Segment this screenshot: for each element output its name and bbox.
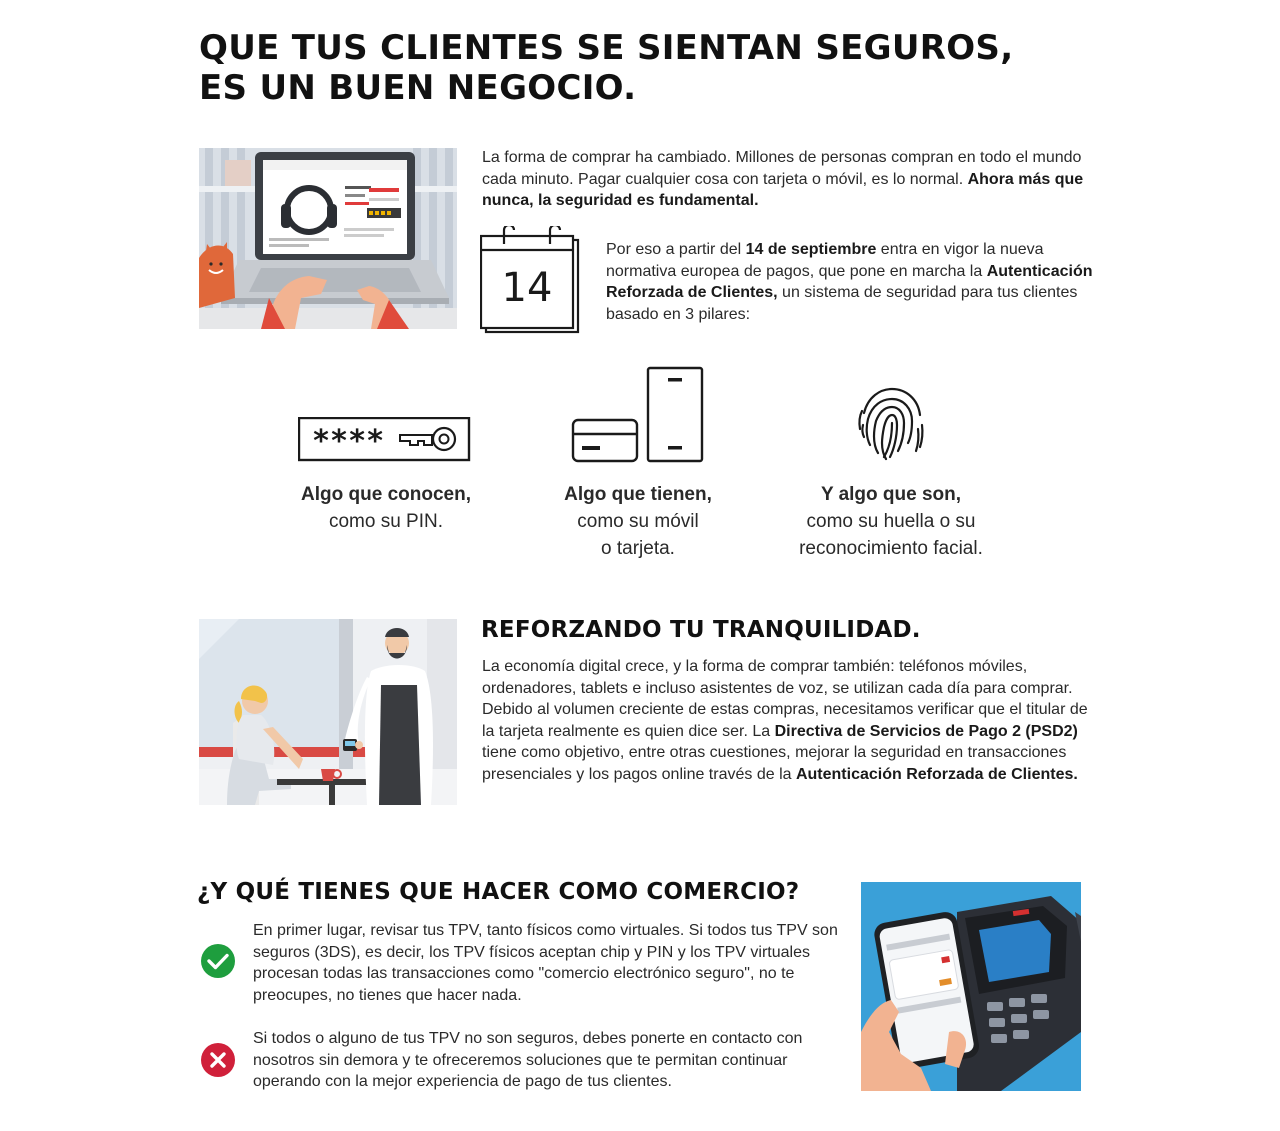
intro-text: La forma de comprar ha cambiado. Millones de personas compran en todo el mundo cada minuto. Pagar cualquier cosa con tarjeta o móvil, es lo normal.	[482, 149, 1082, 188]
title-line-1: QUE TUS CLIENTES SE SIENTAN SEGUROS,	[199, 28, 1014, 68]
pillar-have-line2: como su móvil	[577, 511, 699, 532]
tranquility-sca: Autenticación Reforzada de Clientes.	[795, 765, 1078, 783]
tranquility-psd2: Directiva de Servicios de Pago 2 (PSD2)	[774, 722, 1078, 740]
regulation-text-b: entra en vigor la nueva normativa europea de pagos, que pone en marcha la	[606, 241, 1044, 280]
regulation-text-c: un sistema de seguridad para tus clientes basado en 3 pilares:	[606, 284, 1078, 323]
password-key-icon	[298, 417, 472, 463]
merchant-title: ¿Y QUÉ TIENES QUE HACER COMO COMERCIO?	[197, 879, 800, 905]
pillar-know-line2: como su PIN.	[328, 511, 444, 532]
pillar-know	[256, 481, 516, 535]
tranquility-text-a: La economía digital crece, y la forma de comprar también: teléfonos móviles, ordenadores, tablets e incluso asistentes de voz, se utilizan cada día para comprar. Debido al volumen creciente de estas compras, necesitamos verificar que el titular de la tarjeta realmente es quien dice ser. La	[482, 658, 1088, 740]
calendar-day: 14	[501, 265, 553, 311]
pillar-have-line3: o tarjeta.	[601, 538, 675, 559]
check-icon	[200, 943, 236, 979]
pillar-are	[760, 481, 1022, 562]
calendar-icon	[480, 226, 582, 336]
card-phone-icon	[570, 366, 706, 464]
regulation-paragraph	[606, 239, 1100, 325]
intro-paragraph	[482, 147, 1092, 212]
intro-bold: Ahora más que nunca, la seguridad es fundamental.	[482, 170, 1084, 209]
laptop-shopping-illustration	[199, 148, 457, 329]
pillar-have-strong: Algo que tienen,	[564, 484, 712, 505]
fingerprint-icon	[856, 385, 926, 465]
mobile-payment-illustration	[861, 882, 1081, 1091]
pillar-have	[508, 481, 768, 562]
regulation-sca: Autenticación Reforzada de Clientes,	[606, 262, 1093, 301]
secure-tpv-paragraph: En primer lugar, revisar tus TPV, tanto físicos como virtuales. Si todos tus TPV son seguros (3DS), es decir, los TPV físicos aceptan chip y PIN y los TPV virtuales procesan todas las transacciones como "comercio electrónico seguro", no te preocupes, no tienes que hacer nada.	[253, 922, 838, 1004]
tranquility-title: REFORZANDO TU TRANQUILIDAD.	[481, 617, 921, 643]
cafe-payment-illustration	[199, 619, 457, 805]
password-mask: ****	[312, 424, 385, 459]
regulation-text-a: Por eso a partir del	[606, 241, 746, 258]
tranquility-text-b: tiene como objetivo, entre otras cuestiones, mejorar la seguridad en transacciones presenciales y los pagos online través de la	[482, 744, 1067, 783]
insecure-tpv-paragraph: Si todos o alguno de tus TPV no son seguros, debes ponerte en contacto con nosotros sin demora y te ofreceremos soluciones que te permitan continuar operando con la mejor experiencia de pago de tus clientes.	[253, 1030, 803, 1090]
title-line-2: ES UN BUEN NEGOCIO.	[199, 68, 637, 108]
pillar-are-strong: Y algo que son,	[820, 484, 962, 505]
pillar-know-strong: Algo que conocen,	[301, 484, 471, 505]
regulation-date: 14 de septiembre	[745, 241, 877, 258]
page-title	[199, 28, 1099, 108]
pillar-are-line3: reconocimiento facial.	[799, 538, 983, 559]
pillar-are-line2: como su huella o su	[806, 511, 976, 532]
cross-icon	[200, 1042, 236, 1078]
tranquility-paragraph	[482, 656, 1100, 785]
